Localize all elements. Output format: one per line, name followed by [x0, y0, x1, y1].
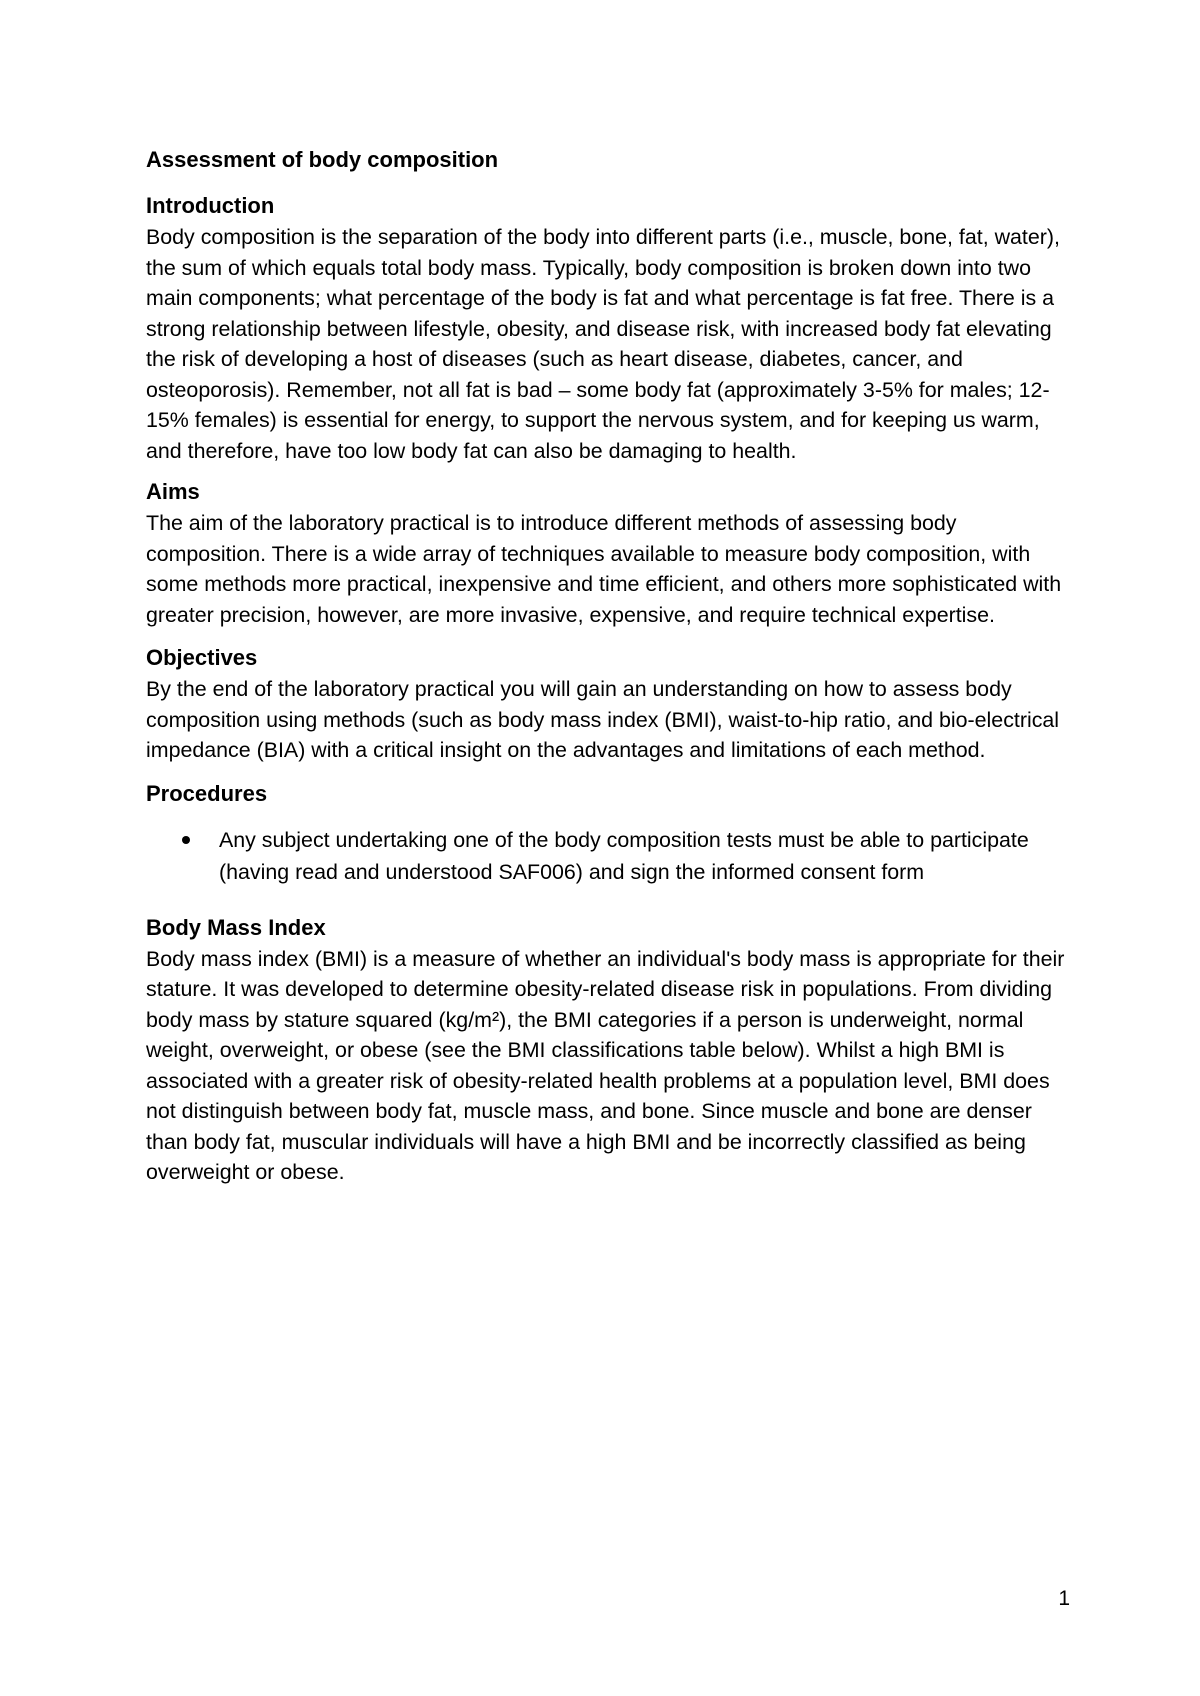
bmi-heading: Body Mass Index [146, 914, 326, 940]
introduction-heading: Introduction [146, 193, 275, 218]
page-content [146, 144, 1068, 1198]
aims-text: The aim of the laboratory practical is to introduce different methods of assessing body composition. There is a wide array of techniques available to measure body composition, with some methods more practical, inexpensive and time efficient, and others more sophisticated with greater precision, however, are more invasive, expensive, and require technical expertise. [146, 511, 1062, 627]
procedures-section [146, 778, 1068, 888]
aims-heading: Aims [146, 479, 200, 504]
document-title: Assessment of body composition [146, 147, 499, 172]
procedures-list [146, 824, 1068, 888]
procedures-heading: Procedures [146, 780, 268, 806]
introduction-text: Body composition is the separation of the body into different parts (i.e., muscle, bone, fat, water), the sum of which equals total body mass. Typically, body composition is broken down into two main components; what percentage of the body is fat and what percentage is fat free. There is a strong relationship between lifestyle, obesity, and disease risk, with increased body fat elevating the risk of developing a host of diseases (such as heart disease, diabetes, cancer, and osteoporosis). Remember, not all fat is bad – some body fat (approximately 3-5% for males; 12-15% females) is essential for energy, to support the nervous system, and for keeping us warm, and therefore, have too low body fat can also be damaging to health. [146, 225, 1060, 463]
list-item [146, 824, 1068, 888]
aims-section [146, 476, 1068, 630]
objectives-section [146, 642, 1068, 766]
bmi-section [146, 912, 1068, 1188]
procedures-bullet-text: Any subject undertaking one of the body composition tests must be able to participate (having read and understood SAF006) and sign the informed consent form [219, 827, 1029, 884]
objectives-heading: Objectives [146, 645, 258, 670]
objectives-text: By the end of the laboratory practical you will gain an understanding on how to assess body composition using methods (such as body mass index (BMI), waist-to-hip ratio, and bio-electrical impedance (BIA) with a critical insight on the advantages and limitations of each method. [146, 677, 1060, 762]
bullet-icon [182, 836, 190, 844]
bmi-text: Body mass index (BMI) is a measure of whether an individual's body mass is appropriate for their stature. It was developed to determine obesity-related disease risk in populations. From dividing body mass by stature squared (kg/m²), the BMI categories if a person is underweight, normal weight, overweight, or obese (see the BMI classifications table below). Whilst a high BMI is associated with a greater risk of obesity-related health problems at a population level, BMI does not distinguish between body fat, muscle mass, and bone. Since muscle and bone are denser than body fat, muscular individuals will have a high BMI and be incorrectly classified as being overweight or obese. [146, 946, 1065, 1184]
page-number: 1 [1058, 1587, 1070, 1610]
introduction-section [146, 190, 1068, 466]
